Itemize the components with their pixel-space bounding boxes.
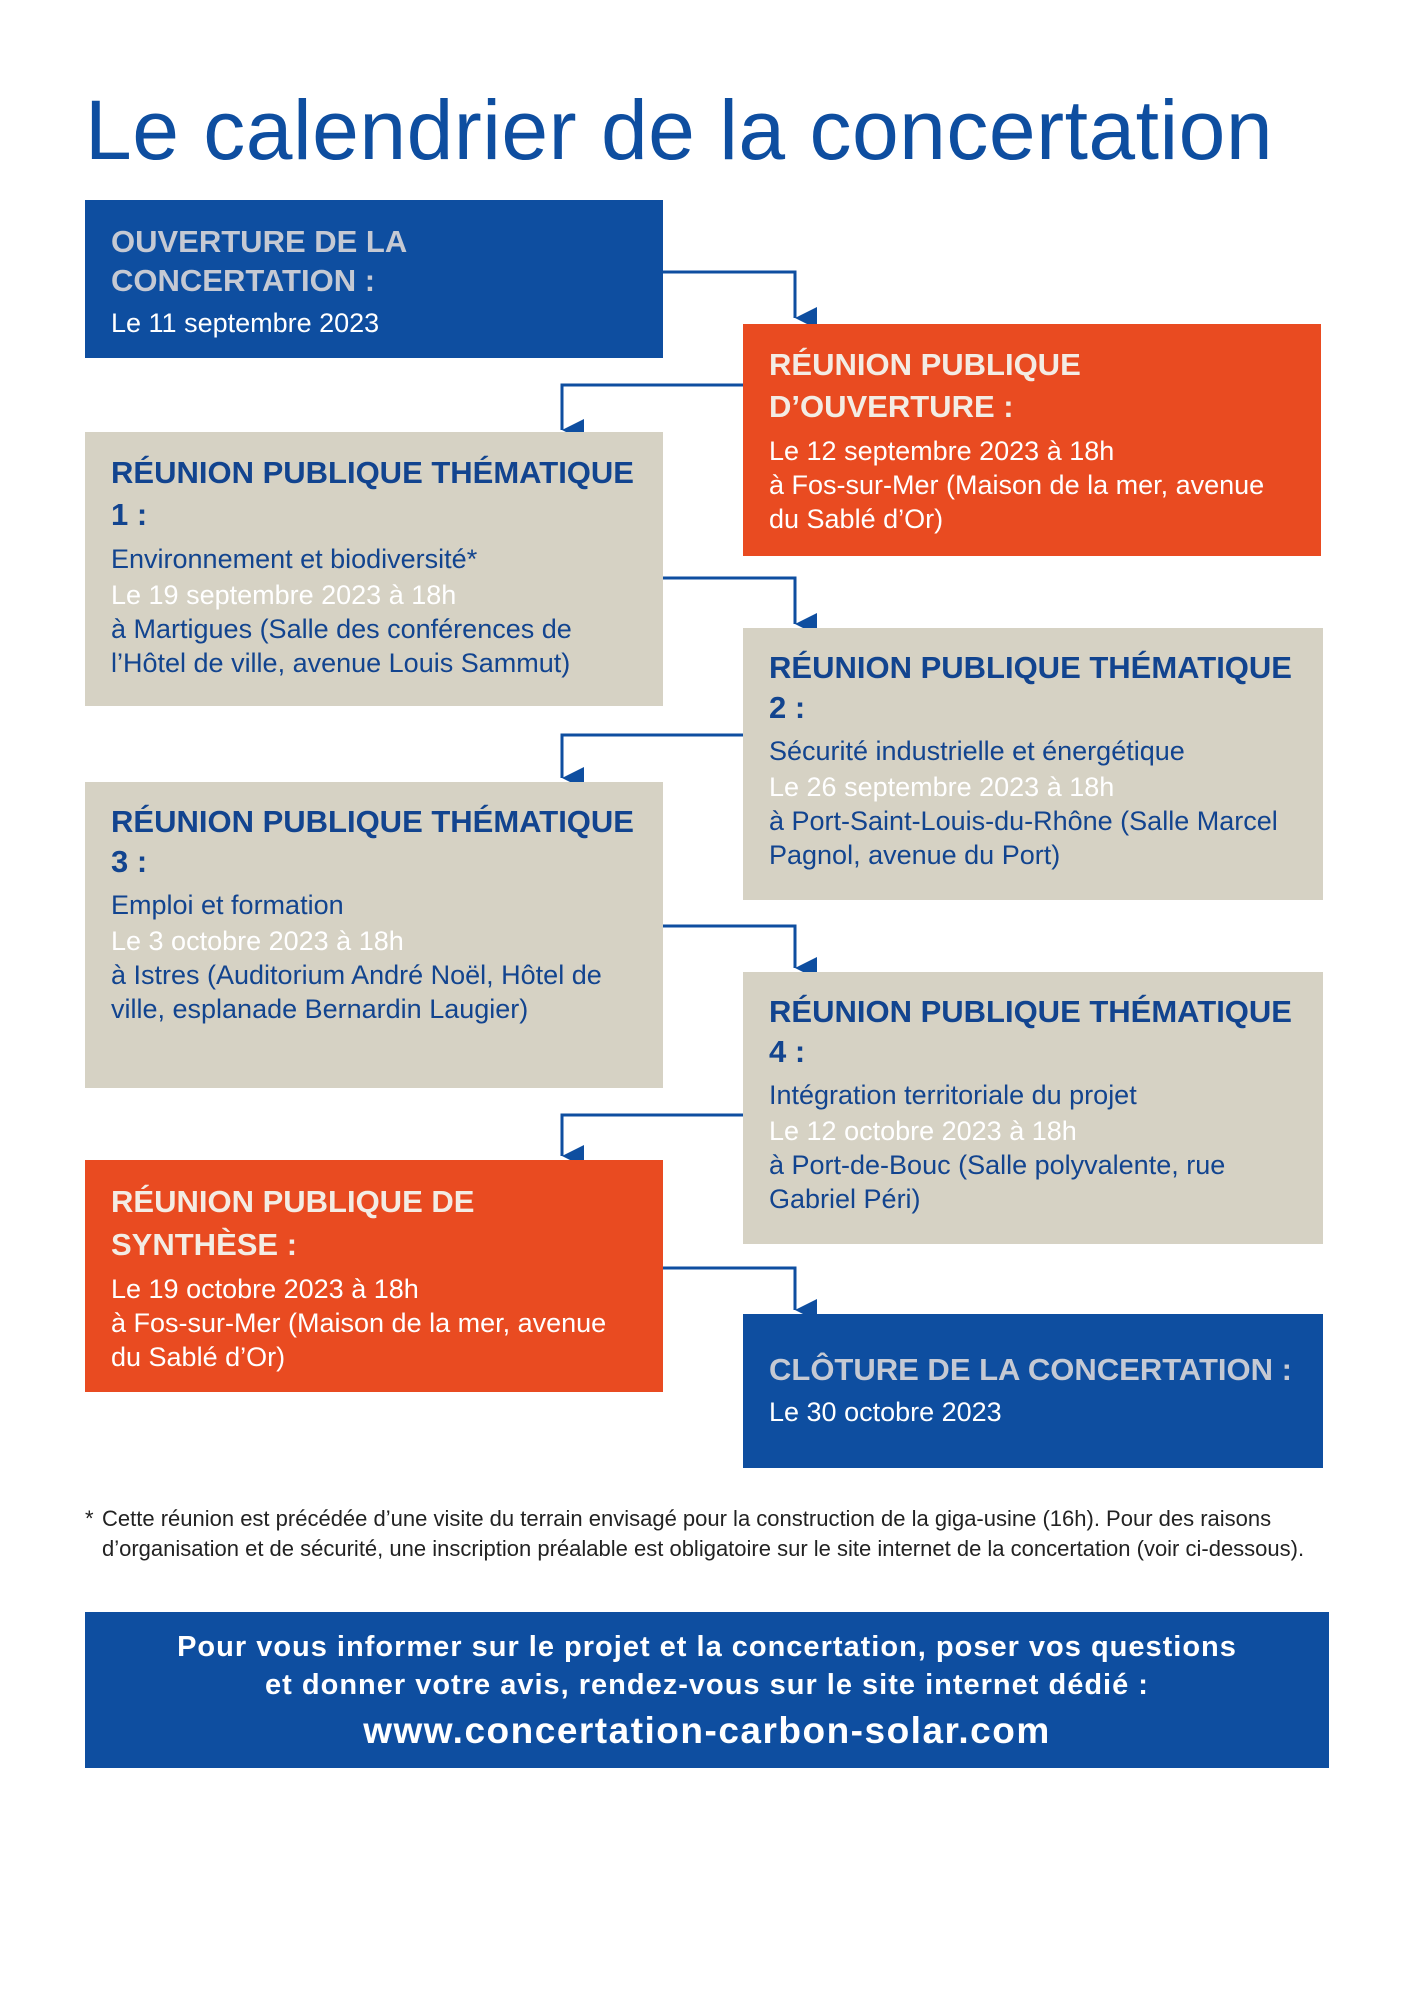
footnote [85, 1504, 1345, 1564]
step-theme1-date: Le 19 septembre 2023 à 18h [111, 580, 457, 610]
step-theme3 [85, 782, 663, 1088]
connector-opening-to-meeting [663, 272, 795, 318]
step-theme3-topic: Emploi et formation [111, 890, 344, 920]
step-theme3-date: Le 3 octobre 2023 à 18h [111, 926, 404, 956]
step-meeting-opening [743, 324, 1321, 556]
footnote-text: Cette réunion est précédée d’une visite du terrain envisagé pour la construction de la giga-usine (16h). Pour des raisons d’organisation et de sécurité, une inscription préalable est obligatoire sur le site internet de la concertation (voir ci-dessous). [102, 1506, 1305, 1561]
step-closing-date: Le 30 octobre 2023 [769, 1397, 1002, 1427]
connector-theme1-to-theme2 [663, 578, 795, 624]
step-theme3-location: à Istres (Auditorium André Noël, Hôtel de ville, esplanade Bernardin Laugier) [111, 960, 602, 1024]
connector-theme2-to-theme3 [562, 735, 743, 778]
step-theme2-topic: Sécurité industrielle et énergétique [769, 736, 1185, 766]
connector-theme3-to-theme4 [663, 926, 795, 968]
cta-line-2: et donner votre avis, rendez-vous sur le site internet dédié : [265, 1669, 1149, 1701]
step-theme2-date: Le 26 septembre 2023 à 18h [769, 772, 1115, 802]
cta-website-link[interactable]: www.concertation-carbon-solar.com [363, 1710, 1051, 1751]
step-theme2-heading: RÉUNION PUBLIQUE THÉMATIQUE 2 : [769, 650, 1292, 725]
step-theme1-heading: RÉUNION PUBLIQUE THÉMATIQUE 1 : [111, 455, 634, 532]
step-meeting-opening-heading: RÉUNION PUBLIQUE D’OUVERTURE : [769, 347, 1081, 424]
step-synthesis-location: à Fos-sur-Mer (Maison de la mer, avenue du Sablé d’Or) [111, 1308, 607, 1372]
step-synthesis [85, 1160, 663, 1392]
step-meeting-opening-date: Le 12 septembre 2023 à 18h [769, 436, 1115, 466]
step-opening-date: Le 11 septembre 2023 [111, 308, 380, 338]
step-closing-heading: CLÔTURE DE LA CONCERTATION : [769, 1352, 1292, 1387]
step-theme4-topic: Intégration territoriale du projet [769, 1080, 1137, 1110]
step-opening [85, 200, 663, 358]
step-theme1 [85, 432, 663, 706]
connector-synthesis-to-closing [663, 1268, 795, 1310]
step-theme1-location: à Martigues (Salle des conférences de l’Hôtel de ville, avenue Louis Sammut) [111, 614, 572, 678]
step-theme4 [743, 972, 1323, 1244]
step-theme3-heading: RÉUNION PUBLIQUE THÉMATIQUE 3 : [111, 804, 634, 879]
step-synthesis-heading: RÉUNION PUBLIQUE DE SYNTHÈSE : [111, 1184, 475, 1262]
step-closing [743, 1314, 1323, 1468]
step-synthesis-date: Le 19 octobre 2023 à 18h [111, 1274, 419, 1304]
footnote-marker: * [85, 1506, 94, 1531]
step-meeting-opening-location: à Fos-sur-Mer (Maison de la mer, avenue du Sablé d’Or) [769, 470, 1265, 534]
connector-theme4-to-synthesis [562, 1115, 743, 1156]
connector-meeting-to-theme1 [562, 385, 743, 430]
cta-line-1: Pour vous informer sur le projet et la concertation, poser vos questions [177, 1631, 1237, 1663]
step-theme2 [743, 628, 1323, 900]
step-theme4-location: à Port-de-Bouc (Salle polyvalente, rue Gabriel Péri) [769, 1150, 1226, 1214]
step-theme1-topic: Environnement et biodiversité* [111, 544, 478, 574]
step-theme2-location: à Port-Saint-Louis-du-Rhône (Salle Marcel Pagnol, avenue du Port) [769, 806, 1278, 870]
cta-banner [85, 1612, 1329, 1768]
step-opening-heading: OUVERTURE DE LA CONCERTATION : [111, 224, 407, 298]
step-theme4-heading: RÉUNION PUBLIQUE THÉMATIQUE 4 : [769, 994, 1292, 1069]
page-title: Le calendrier de la concertation [85, 83, 1274, 177]
step-theme4-date: Le 12 octobre 2023 à 18h [769, 1116, 1077, 1146]
